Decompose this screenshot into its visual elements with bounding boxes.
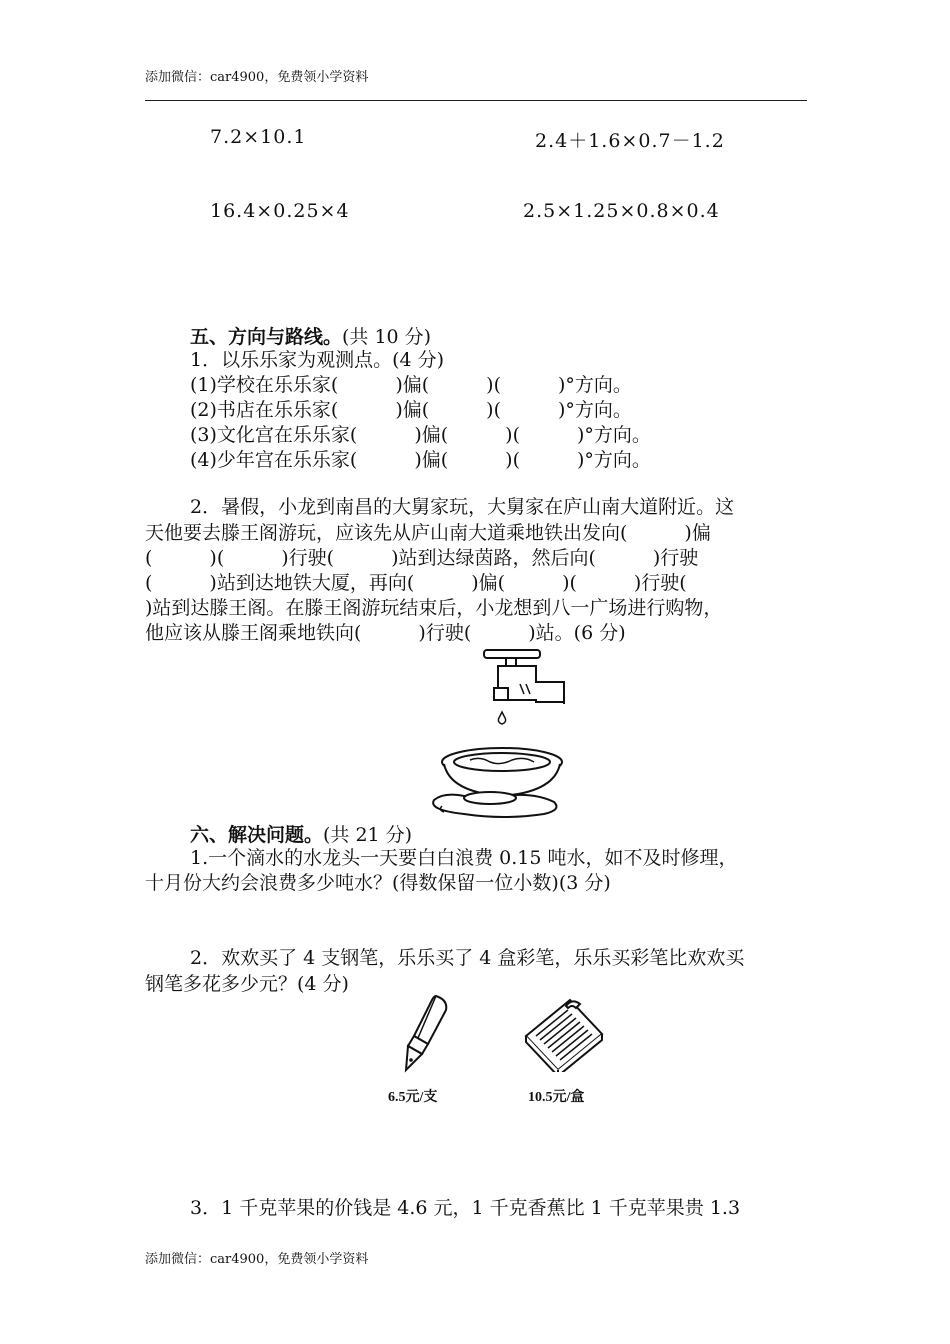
section-heading <box>190 322 431 350</box>
fountain-pen-icon <box>396 992 452 1074</box>
faucet-icon <box>480 648 570 728</box>
paragraph-line: ( )站到达地铁大厦，再向( )偏( )( )行驶( <box>145 572 687 594</box>
section-heading <box>190 820 412 848</box>
calc-expression: 2.4＋1.6×0.7－1.2 <box>535 130 725 152</box>
question-text: 1．以乐乐家为观测点。(4 分) <box>190 349 445 371</box>
basin-icon <box>430 740 570 820</box>
section-score: (共 21 分) <box>323 824 413 846</box>
paragraph-line: 十月份大约会浪费多少吨水？(得数保留一位小数)(3 分) <box>145 872 611 894</box>
section-title: 六、解决问题。 <box>190 824 324 846</box>
pen-price-label: 6.5元/支 <box>388 1090 438 1105</box>
paragraph-line: 1.一个滴水的水龙头一天要白白浪费 0.15 吨水，如不及时修理， <box>190 847 738 869</box>
section-title: 五、方向与路线。 <box>190 326 343 348</box>
paragraph-line: ( )( )行驶( )站到达绿茵路，然后向( )行驶 <box>145 547 699 569</box>
paragraph-line: 钢笔多花多少元？(4 分) <box>145 973 349 995</box>
calc-expression: 16.4×0.25×4 <box>210 200 350 222</box>
marker-box-icon <box>520 996 606 1072</box>
paragraph-line: 3．1 千克苹果的价钱是 4.6 元，1 千克香蕉比 1 千克苹果贵 1.3 <box>190 1197 741 1219</box>
question-item: (1)学校在乐乐家( )偏( )( )°方向。 <box>190 374 632 396</box>
paragraph-line: 2．暑假，小龙到南昌的大舅家玩，大舅家在庐山南大道附近。这 <box>190 496 735 518</box>
footer-note: 添加微信：car4900，免费领小学资料 <box>145 1252 369 1267</box>
header-divider <box>145 100 807 101</box>
header-note: 添加微信：car4900，免费领小学资料 <box>145 70 369 85</box>
paragraph-line: 他应该从滕王阁乘地铁向( )行驶( )站。(6 分) <box>145 622 626 644</box>
marker-price-label: 10.5元/盒 <box>528 1090 585 1105</box>
calc-expression: 2.5×1.25×0.8×0.4 <box>523 200 720 222</box>
question-item: (2)书店在乐乐家( )偏( )( )°方向。 <box>190 399 632 421</box>
paragraph-line: 2．欢欢买了 4 支钢笔，乐乐买了 4 盒彩笔，乐乐买彩笔比欢欢买 <box>190 947 745 969</box>
question-item: (3)文化宫在乐乐家( )偏( )( )°方向。 <box>190 424 651 446</box>
question-item: (4)少年宫在乐乐家( )偏( )( )°方向。 <box>190 449 651 471</box>
calc-expression: 7.2×10.1 <box>210 126 307 148</box>
section-score: (共 10 分) <box>342 326 432 348</box>
paragraph-line: 天他要去滕王阁游玩，应该先从庐山南大道乘地铁出发向( )偏 <box>145 522 711 544</box>
paragraph-line: )站到达滕王阁。在滕王阁游玩结束后，小龙想到八一广场进行购物， <box>145 597 723 619</box>
